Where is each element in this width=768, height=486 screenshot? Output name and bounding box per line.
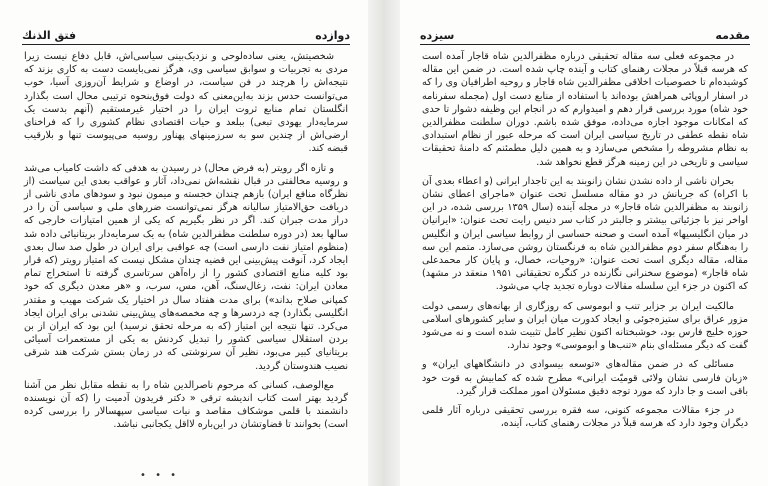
right-paragraph-4: مسائلی که در ضمن مقاله‌های «توسعه بیسوادی در دانشگاههای ایران» و «زبان فارسی نشان ولائی قومیّت ایرانی» مطرح شده که کمابیش به قوت خود باقی است و جا دارد که مورد توجه دقیق مسئولان امور مملکت قرار گیرد. <box>422 359 748 397</box>
right-paragraph-2: بحران ناشی از داده نشدن نشان زانوبند به این تاجدار ایرانی (و اعطاء بعدی آن با اکراه) که جریانش در دو مقاله مسلسل تحت عنوان «ماجرای اعطای نشان زانوبند به مظفرالدین شاه قاجار» در مجله آینده (سال ۱۳۵۹ بررسی شده، در این اواخر نیز با جزئیاتی بیشتر و جالبتر در کتاب سر دنیس رایت تحت عنوان: «ایرانیان در میان انگلیسیها» آمده است و صحنه حساسی از روابط سیاسی ایران و انگلیس را به‌هنگام سفر دوم مظفرالدین شاه به فرنگستان روشن می‌سازد. متمم این سه مقاله، مقاله دیگری است تحت عنوان: «روحیات، خصال، و پایان کار محمدعلی شاه قاجار» (موضوع سخنرانی نگارنده در کنگره تحقیقاتی ۱۹۵۱ منعقد در مشهد) که اکنون در جزء این سلسله مقالات دوباره تجدید چاپ می‌شود. <box>422 175 748 293</box>
left-paragraph-3: مع‌الوصف، کسانی که مرحوم ناصرالدین شاه را به نقطه مقابل نظر من آشنا گردید بهتر است کتاب اندیشه ترقی « دکتر فریدون آدمیت را (که آن نویسنده دانشمند با قلمی موشکاف مقاصد و نیات سیاسی سپهسالار را بررسی کرده است) بخوانند تا قضاوتشان در این‌باره لااقل یکجانبی نباشد. <box>24 379 348 431</box>
left-page <box>0 0 368 486</box>
left-body-text <box>24 50 348 438</box>
left-running-head <box>22 26 350 42</box>
right-page-number: سیزده <box>420 29 455 42</box>
left-paragraph-2: و تازه اگر رویتر (به فرض محال) در رسیدن به هدفی که داشت کامیاب می‌شد و روسیه مخالفتی در قبال نقشه‌اش نمی‌داد، آثار و عواقب بعدی این سیاست (از نظرگاه منافع ایران) بازهم چندان خجسته و میمون نبود و سودهای مادی ناشی از دریافت حق‌الامتیاز سالیانه هرگز نمی‌توانست ضررهای ملی و سیاسی آن را در دراز مدت جبران کند. اگر در نظر بگیریم که یکی از همین امتیازات خارجی که سالها بعد (در دوره سلطنت مظفرالدین شاه) به یک سرمایه‌دار بریتانیائی داده شد (منظوم امتیاز نفت دارسی است) چه عواقبی برای ایران در طول صد سال بعدی ایجاد کرد، آنوقت پیش‌بینی این قضیه چندان مشکل نیست که امتیاز رویتر (که قرار بود کلیه منابع اقتصادی کشور را از راه‌آهن سرتاسری گرفته تا استخراج تمام معادن ایران: نفت، زغال‌سنگ، آهن، مس، سرب، و «هر معدن دیگری که خود کمپانی صلاح بداند») برای مدت هفتاد سال در اختیار یک شرکت مهیب و مقتدر انگلیسی بگذارد) چه دردسرها و چه مخمصه‌های پیش‌بینی نشدنی برای ایران ایجاد می‌کرد. تنها نتیجه این امتیاز (که به مرحله تحقق نرسید) این بود که ایران از بن بردن استقلال سیاسی کشور را تبدیل کردنش به یکی از مستعمرات آسیائی بریتانیای کبیر می‌بود، نظیر آن سرنوشتی که در زمان بستن شرکت هند شرقی نصیب هندوستان گردید. <box>24 162 348 372</box>
right-running-head <box>420 26 750 42</box>
right-page <box>400 0 768 486</box>
right-paragraph-5: در جزء مقالات مجموعه کنونی، سه فقره بررسی تحقیقی درباره آثار قلمی دیگران وجود دارد که هرسه قبلاً در مجلات رهنمای کتاب، آینده، <box>422 405 748 430</box>
left-header-rule <box>22 44 350 45</box>
book-gutter <box>368 0 400 486</box>
right-body-text <box>422 50 748 436</box>
right-paragraph-1: در مجموعه فعلی سه مقاله تحقیقی درباره مظفرالدین شاه قاجار آمده است که هرسه قبلاً در مجلات رهنمای کتاب و آینده چاپ شده است. در ضمن این مقاله کوشیده‌ام تا خصوصیات اخلاقی مظفرالدین شاه قاجار و روحیه اطرافیان وی را که در اسفار اروپائی همراهش بوده‌اند با استفاده از منابع دست اول (مجمله سفرنامه خود شاه) مورد بررسی قرار دهم و امیدوارم که در انجام این وظیفه دشوار تا حدی که امکانات موجود اجازه می‌داده، موفق شده باشم. دوران سلطنت مظفرالدین شاه نقطه عطفی در تاریخ سیاسی ایران است که مرحله عبور از نظام استبدادی به نظام مشروطه را مشخص می‌سازد و به همین دلیل مطمئنم که دامنهٔ تحقیقات سیاسی و تاریخی در این زمینه هرگز قطع نخواهد شد. <box>422 51 748 168</box>
left-page-number: دوازده <box>315 29 350 42</box>
end-ornament: • • • <box>140 470 180 481</box>
left-page-running-title: فتق الذنك <box>22 29 77 42</box>
left-paragraph-1: شخصیتش، یعنی ساده‌لوحی و نزدیک‌بینی سیاسی‌اش، قابل دفاع نیست زیرا مردی به تجربیات و سوابق سیاسی وی، هرگز نمی‌بایست دست به کاری بزند که نتیجه‌اش را هرچند در فن سیاست، در اوضاع و شرایط آن‌روزی آسیا، خوب می‌توانست حدس بزند به‌این‌معنی که دولت فوق‌بنحوه ترتیبی محال است بگذارد انگلستان تمام منابع ثروت ایران را در اختیار غیرمستقیم (آنهم بدست یک سرمایه‌دار یهودی تبعی) ببلعد و حیات اقتصادی نظام کشوری را که فراخنای ارضی‌اش از چندین سو به سرزمینهای پهناور روسیه می‌پیوست تنها و بلارقیب قبضه کند. <box>24 51 348 155</box>
right-page-running-title: مقدمه <box>715 29 750 42</box>
right-header-rule <box>420 44 750 45</box>
right-paragraph-3: مالکیت ایران بر جزایر تنب و ابوموسی که روزگاری از بهانه‌های رسمی دولت مزور عراق برای ستیزه‌جوئی و ایجاد کدورت میان ایران و سایر کشورهای اسلامی حوزه خلیج فارس بود، خوشبختانه اکنون نظیر کامل تثبیت شده است و نه می‌شود گفت که دیگر مسئله‌ای بنام «تنب‌ها و ابوموسی» وجود ندارد. <box>422 300 748 352</box>
